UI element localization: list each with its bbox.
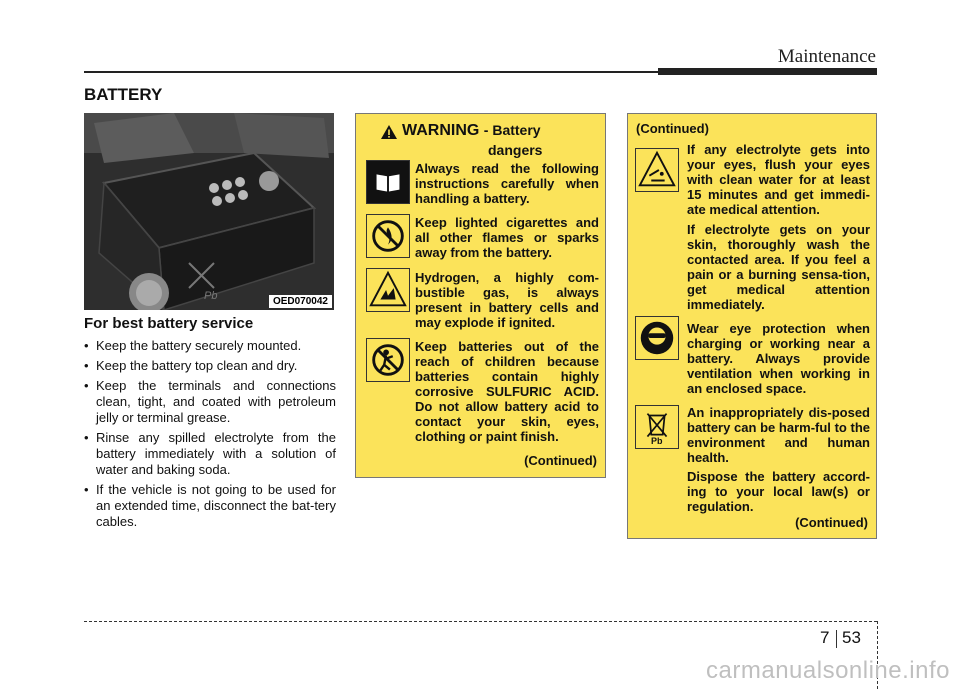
continued-heading: (Continued)	[636, 121, 709, 136]
battery-photo	[84, 113, 334, 310]
manual-book-icon	[366, 160, 410, 204]
page-separator	[836, 630, 837, 648]
header-title: Maintenance	[777, 46, 876, 67]
warning-item-text: Keep lighted cigarettes and all other flames or sparks away from the battery.	[415, 215, 599, 260]
warning-subtitle-2: dangers	[488, 142, 543, 158]
explosion-icon	[366, 268, 410, 312]
eye-protection-icon	[635, 316, 679, 360]
eye-flush-icon	[635, 148, 679, 192]
list-item: • Keep the battery securely mounted.	[84, 338, 336, 354]
battery-service-tips	[84, 315, 336, 534]
list-item: • Rinse any spilled electrolyte from the battery immediately with a solution of water and baking soda.	[84, 430, 336, 478]
continued-paragraph: An inappropriately dis-posed battery can be harm-ful to the environment and human health.	[687, 405, 870, 465]
photo-pb-label: Pb	[204, 290, 218, 302]
keep-children-away-icon	[366, 338, 410, 382]
tips-list	[84, 338, 336, 530]
list-item: • Keep the battery top clean and dry.	[84, 358, 336, 374]
section-title: BATTERY	[84, 85, 163, 104]
warning-continued: (Continued)	[524, 453, 597, 468]
tips-heading: For best battery service	[84, 315, 254, 332]
warning-subtitle-1: - Battery	[483, 122, 541, 138]
continued-paragraph: If electrolyte gets on your skin, thoroughly wash the contacted area. If you feel a pain or a burning sensa-tion, get medical attention immediately.	[687, 222, 870, 312]
warning-item-text: Hydrogen, a highly com-bustible gas, is always present in battery cells and may explode if ignited.	[415, 270, 599, 330]
battery-photo-illustration	[84, 113, 334, 310]
warning-triangle-icon	[380, 124, 398, 140]
warning-title	[402, 122, 541, 140]
watermark: carmanualsonline.info	[706, 657, 950, 684]
continued-footer: (Continued)	[795, 515, 868, 530]
continued-paragraph: Wear eye protection when charging or working near a battery. Always provide ventilation when working in an enclosed space.	[687, 321, 870, 396]
pb-label: Pb	[651, 436, 663, 446]
chapter-number: 7	[820, 628, 830, 647]
warning-word: WARNING	[402, 122, 480, 139]
photo-code: OED070042	[269, 295, 332, 308]
warning-box-battery-dangers	[355, 113, 606, 478]
continued-paragraph: If any electrolyte gets into your eyes, flush your eyes with clean water for at least 15 minutes and get immedi-ate medical attention.	[687, 142, 870, 217]
warning-item-text: Keep batteries out of the reach of children because batteries contain highly corrosive SULFURIC ACID. Do not allow battery acid to contact your skin, eyes, clothing or paint finish.	[415, 339, 599, 444]
list-item: • Keep the terminals and connections clean, tight, and coated with petroleum jelly or terminal grease.	[84, 378, 336, 426]
warning-item-text: Always read the following instructions carefully when handling a battery.	[415, 161, 599, 206]
page-number: 53	[842, 628, 861, 647]
footer-rule	[84, 621, 877, 622]
battery-disposal-icon	[635, 405, 679, 449]
header-rule-accent	[658, 68, 877, 75]
warning-box-continued	[627, 113, 877, 539]
continued-paragraph: Dispose the battery accord-ing to your local law(s) or regulation.	[687, 469, 870, 514]
list-item: • If the vehicle is not going to be used for an extended time, disconnect the bat-tery cables.	[84, 482, 336, 530]
no-flame-icon	[366, 214, 410, 258]
